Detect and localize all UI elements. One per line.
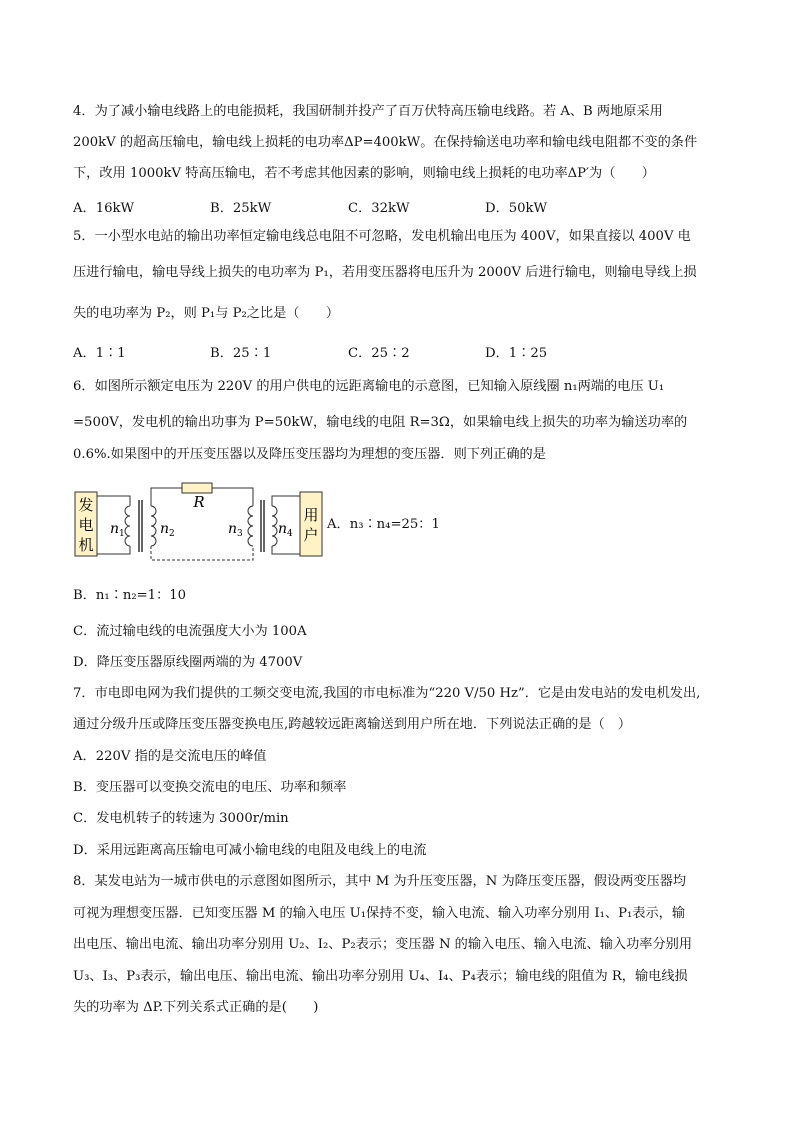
q8-line-5: 失的功率为 ΔP.下列关系式正确的是( ) [73, 1000, 319, 1015]
q5-option-d: D．1∶25 [485, 346, 548, 361]
q5-line-2: 压进行输电，输电导线上损失的电功率为 P₁，若用变压器将电压升为 2000V 后进行输电，则输电导线上损 [73, 265, 697, 280]
user-box [300, 492, 322, 556]
q5-line-1: 5．一小型水电站的输出功率恒定输电线总电阻不可忽略，发电机输出电压为 400V，如果直接以 400V 电 [73, 229, 691, 244]
resistor-label: R [193, 493, 205, 511]
q6-line-3: 0.6%.如果图中的开压变压器以及降压变压器均为理想的变压器．则下列正确的是 [73, 447, 546, 462]
user-char-1: 用 [303, 506, 319, 524]
coil-n2 [151, 506, 156, 546]
coil-label-n2: $n_2$ [160, 521, 175, 539]
q4-option-c: C．32kW [348, 201, 410, 216]
q7-line-1: 7．市电即电网为我们提供的工频交变电流,我国的市电标准为“220 V/50 Hz”．它是由发电站的发电机发出, [73, 686, 701, 701]
coil-label-n4: $n_4$ [278, 521, 293, 539]
q6-option-d: D．降压变压器原线圈两端的为 4700V [73, 655, 303, 670]
coil-n3 [248, 506, 253, 546]
q6-line-1: 6．如图所示额定电压为 220V 的用户供电的远距离输电的示意图，已知输入原线圈 n₁两端的电压 U₁ [73, 379, 665, 394]
user-char-2: 户 [303, 526, 319, 544]
q7-option-c: C．发电机转子的转速为 3000r/min [73, 811, 289, 826]
q5-option-b: B．25∶1 [210, 346, 272, 361]
transmission-circuit-diagram [72, 478, 324, 566]
q8-line-3: 出电压、输出电流、输出功率分别用 U₂、I₂、P₂表示；变压器 N 的输入电压、输入电流、输入功率分别用 [73, 937, 693, 952]
generator-char-3: 机 [78, 536, 94, 554]
coil-n4 [272, 506, 277, 546]
q4-option-d: D．50kW [485, 201, 548, 216]
q4-line-3: 下，改用 1000kV 特高压输电，若不考虑其他因素的影响，则输电线上损耗的电功率ΔP′为（ ） [73, 166, 655, 181]
q6-option-b: B．n₁∶n₂=1：10 [73, 588, 187, 603]
q5-line-3: 失的电功率为 P₂，则 P₁与 P₂之比是（ ） [73, 306, 340, 321]
q8-line-2: 可视为理想变压器．已知变压器 M 的输入电压 U₁保持不变，输入电流、输入功率分别用 I₁、P₁表示，输 [73, 906, 686, 921]
coil-label-n1: $n_1$ [110, 521, 125, 539]
resistor-r [182, 483, 212, 493]
q7-option-b: B．变压器可以变换交流电的电压、功率和频率 [73, 780, 347, 795]
q5-option-a: A．1∶1 [73, 346, 126, 361]
generator-char-1: 发 [78, 496, 94, 514]
q4-line-1: 4．为了减小输电线路上的电能损耗，我国研制并投产了百万伏特高压输电线路。若 A、B 两地原采用 [73, 104, 663, 119]
q6-line-2: =500V，发电机的输出功事为 P=50kW，输电线的电阻 R=3Ω，如果输电线上损失的功率为输送功率的 [73, 415, 688, 430]
q5-option-c: C．25∶2 [348, 346, 410, 361]
q4-line-2: 200kV 的超高压输电，输电线上损耗的电功率ΔP=400kW。在保持输送电功率和输电线电阻都不变的条件 [73, 135, 698, 150]
coil-n1 [125, 506, 130, 546]
q6-option-a: A．n₃∶n₄=25：1 [327, 517, 440, 532]
coil-label-n3: $n_3$ [228, 521, 243, 539]
q4-option-b: B．25kW [210, 201, 272, 216]
q8-line-4: U₃、I₃、P₃表示，输出电压、输出电流、输出功率分别用 U₄、I₄、P₄表示；输电线的阻值为 R，输电线损 [73, 969, 688, 984]
generator-char-2: 电 [78, 516, 94, 534]
q7-option-a: A．220V 指的是交流电压的峰值 [73, 749, 267, 764]
q7-option-d: D．采用远距离高压输电可减小输电线的电阻及电线上的电流 [73, 843, 427, 858]
q4-option-a: A．16kW [73, 201, 135, 216]
q6-option-c: C．流过输电线的电流强度大小为 100A [73, 624, 307, 639]
q7-line-2: 通过分级升压或降压变压器变换电压,跨越较远距离输送到用户所在地．下列说法正确的是（ ） [73, 717, 632, 732]
q8-line-1: 8．某发电站为一城市供电的示意图如图所示，其中 M 为升压变压器，N 为降压变压器，假设两变压器均 [73, 874, 687, 889]
